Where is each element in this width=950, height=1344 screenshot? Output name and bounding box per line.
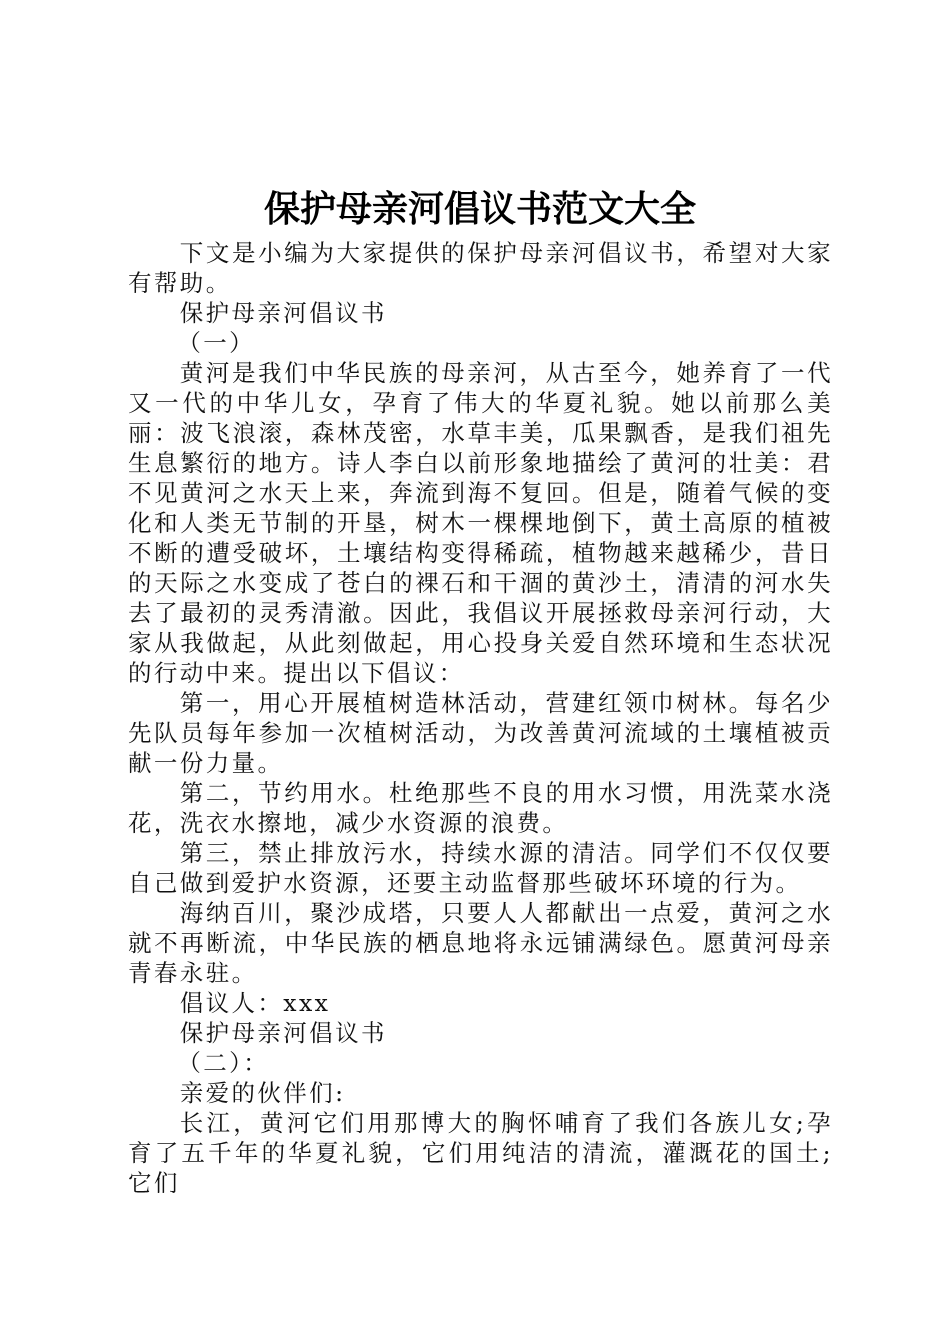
- proposal-item-1: 第一，用心开展植树造林活动，营建红领巾树林。每名少先队员每年参加一次植树活动，为改善黄河流域的土壤植被贡献一份力量。: [128, 689, 833, 777]
- section-heading-2: 保护母亲河倡议书: [179, 1019, 387, 1047]
- section-number-2: （二）：: [177, 1049, 270, 1077]
- intro-paragraph: 下文是小编为大家提供的保护母亲河倡议书，希望对大家有帮助。: [128, 239, 833, 297]
- body-paragraph: 长江，黄河它们用那博大的胸怀哺育了我们各族儿女;孕育了五千年的华夏礼貌，它们用纯洁的清流，灌溉花的国土;它们: [128, 1109, 833, 1197]
- document-title: 保护母亲河倡议书范文大全: [263, 188, 696, 230]
- signature-line: 倡议人：xxx: [179, 989, 331, 1017]
- proposal-item-2: 第二，节约用水。杜绝那些不良的用水习惯，用洗菜水浇花，洗衣水擦地，减少水资源的浪费。: [128, 779, 833, 837]
- section-heading-1: 保护母亲河倡议书: [179, 299, 387, 327]
- document-body: [128, 238, 833, 1198]
- proposal-item-3: 第三，禁止排放污水，持续水源的清洁。同学们不仅仅要自己做到爱护水资源，还要主动监督那些破坏环境的行为。: [128, 839, 833, 897]
- closing-paragraph: 海纳百川，聚沙成塔，只要人人都献出一点爱，黄河之水就不再断流，中华民族的栖息地将永远铺满绿色。愿黄河母亲青春永驻。: [128, 899, 833, 987]
- body-paragraph: 黄河是我们中华民族的母亲河，从古至今，她养育了一代又一代的中华儿女，孕育了伟大的华夏礼貌。她以前那么美丽：波飞浪滚，森林茂密，水草丰美，瓜果飘香，是我们祖先生息繁衍的地方。诗人李白以前形象地描绘了黄河的壮美：君不见黄河之水天上来，奔流到海不复回。但是，随着气候的变化和人类无节制的开垦，树木一棵棵地倒下，黄土高原的植被不断的遭受破坏，土壤结构变得稀疏，植物越来越稀少，昔日的天际之水变成了苍白的裸石和干涸的黄沙土，清清的河水失去了最初的灵秀清澈。因此，我倡议开展拯救母亲河行动，大家从我做起，从此刻做起，用心投身关爱自然环境和生态状况的行动中来。提出以下倡议：: [128, 359, 833, 687]
- section-number-1: （一）: [177, 329, 256, 357]
- salutation: 亲爱的伙伴们:: [179, 1079, 346, 1107]
